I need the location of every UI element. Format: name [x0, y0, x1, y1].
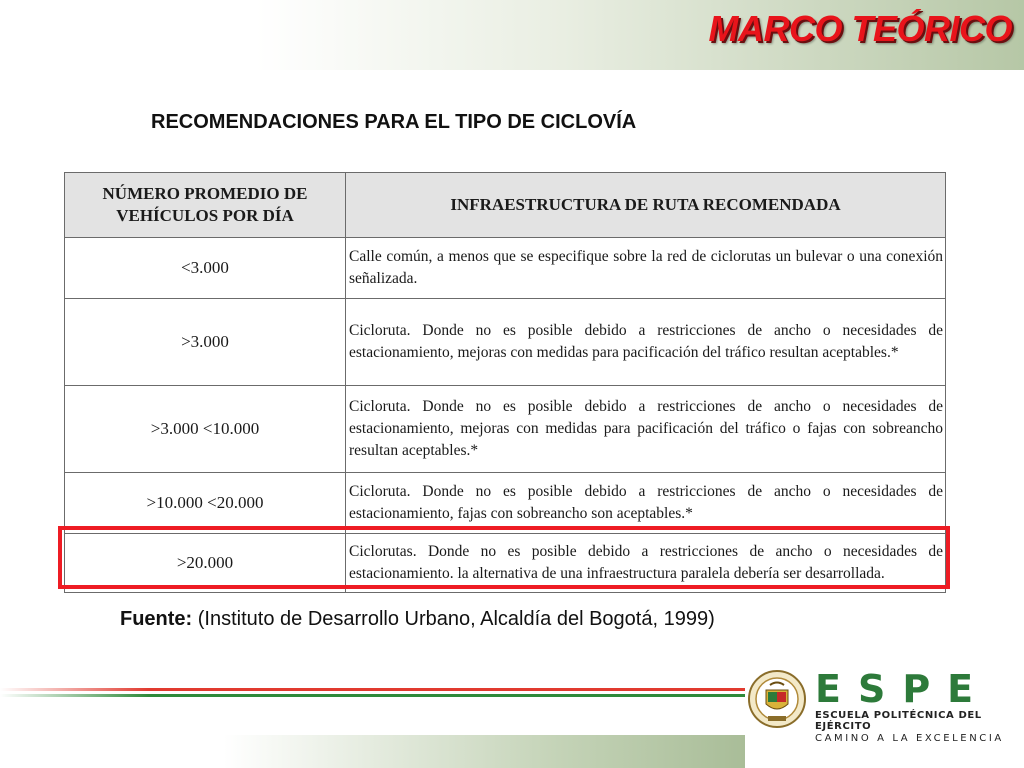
vehicles-cell: >3.000 <10.000: [65, 386, 346, 473]
table-row: [65, 238, 946, 299]
table-row: [65, 299, 946, 386]
header-vehicles-per-day: NÚMERO PROMEDIO DE VEHÍCULOS POR DÍA: [65, 173, 346, 238]
infrastructure-cell: Cicloruta. Donde no es posible debido a restricciones de ancho o necesidades de estacionamiento, mejoras con medidas para pacificación del tráfico resultan aceptables.*: [346, 299, 946, 386]
header-recommended-infrastructure: INFRAESTRUCTURA DE RUTA RECOMENDADA: [346, 173, 946, 238]
logo-institution-name: ESCUELA POLITÉCNICA DEL EJÉRCITO: [815, 710, 982, 732]
table-row: [65, 473, 946, 534]
logo-letters: ESPE: [815, 667, 991, 711]
green-stripe: [0, 694, 745, 697]
infrastructure-cell: Cicloruta. Donde no es posible debido a restricciones de ancho o necesidades de estacionamiento, mejoras con medidas para pacificación del tráfico o fajas con sobreancho resultan aceptables.*: [346, 386, 946, 473]
logo-motto: CAMINO A LA EXCELENCIA: [815, 733, 1004, 744]
espe-logo: [815, 667, 1015, 744]
highlight-box: [58, 526, 950, 589]
footer-band: [0, 735, 745, 768]
source-label: Fuente:: [120, 608, 193, 630]
vehicles-cell: >3.000: [65, 299, 346, 386]
vehicles-cell: <3.000: [65, 238, 346, 299]
infrastructure-cell: Calle común, a menos que se especifique sobre la red de ciclorutas un bulevar o una conexión señalizada.: [346, 238, 946, 299]
table-subtitle: RECOMENDACIONES PARA EL TIPO DE CICLOVÍA: [151, 111, 637, 133]
infrastructure-cell: Cicloruta. Donde no es posible debido a restricciones de ancho o necesidades de estacionamiento, fajas con sobreancho son aceptables.*: [346, 473, 946, 534]
source-citation: [120, 608, 715, 631]
source-text: (Instituto de Desarrollo Urbano, Alcaldía del Bogotá, 1999): [192, 608, 715, 630]
vehicles-cell: >20.000: [65, 534, 346, 593]
table-row: [65, 386, 946, 473]
university-seal-icon: [748, 668, 806, 730]
infrastructure-cell: Ciclorutas. Donde no es posible debido a restricciones de ancho o necesidades de estacionamiento. la alternativa de una infraestructura paralela debería ser desarrollada.: [346, 534, 946, 593]
vehicles-cell: >10.000 <20.000: [65, 473, 346, 534]
decorative-stripes: [0, 688, 745, 697]
table-header-row: [65, 173, 946, 238]
slide-title: MARCO TEÓRICO: [708, 8, 1012, 49]
